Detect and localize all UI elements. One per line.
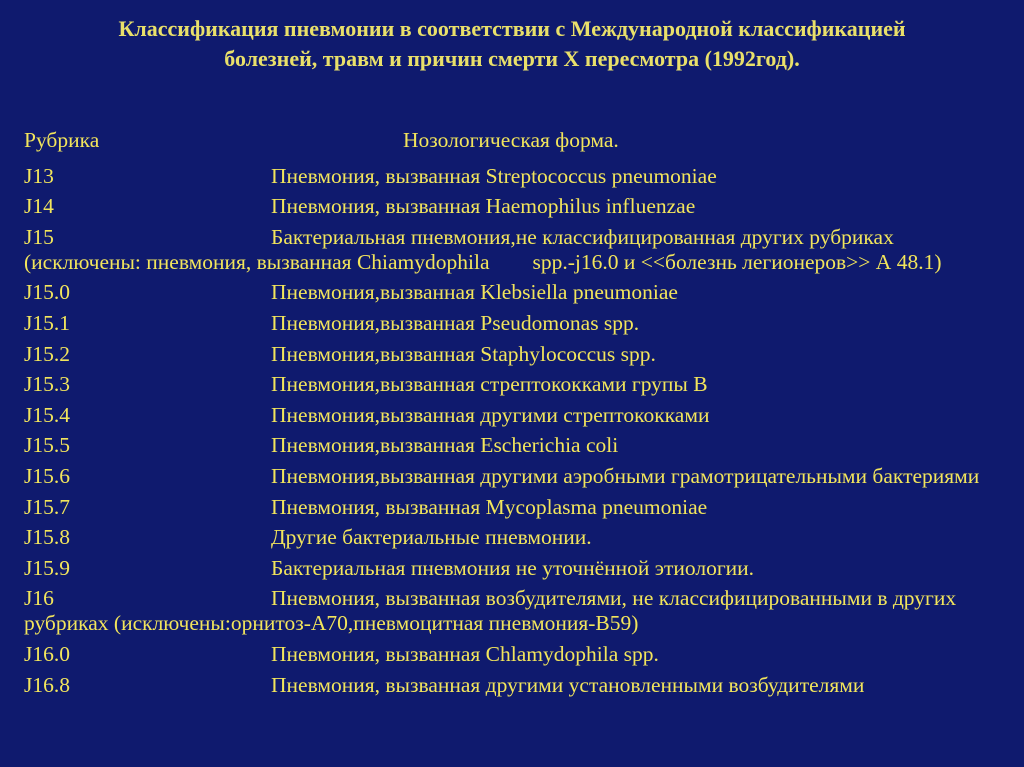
row-code: J13	[24, 163, 54, 188]
row-code: J16.8	[24, 672, 70, 697]
row-desc: Пневмония,вызванная Escherichia coli	[271, 433, 619, 458]
row-code: J15.3	[24, 372, 70, 397]
row-code: J15.9	[24, 555, 70, 580]
row-desc: Бактериальная пневмония не уточнённой этиологии.	[271, 555, 755, 580]
row-code: J14	[24, 194, 54, 219]
row-desc: Пневмония, вызванная Haemophilus influenzae	[271, 194, 696, 219]
table-row	[24, 673, 1004, 698]
row-desc: Пневмония,вызванная Pseudomonas spp.	[271, 310, 640, 335]
row-desc: Пневмония, вызванная Mycoplasma pneumoniae	[271, 494, 708, 519]
table-row	[24, 433, 1004, 458]
title-line-1: Классификация пневмонии в соответствии с Международной классификацией	[118, 16, 906, 41]
row-desc: Пневмония,вызванная другими стрептококками	[271, 402, 710, 427]
table-row	[24, 525, 1004, 550]
table-row	[24, 311, 1004, 336]
header-code: Рубрика	[24, 128, 100, 152]
row-desc: Пневмония,вызванная Staphylococcus spp.	[271, 341, 656, 366]
table-row	[24, 403, 1004, 428]
row-code: J15.4	[24, 402, 70, 427]
table-row	[24, 556, 1004, 581]
table-row	[24, 164, 1004, 189]
table-row	[24, 464, 1004, 489]
row-desc: Пневмония,вызванная Klebsiella pneumoniae	[271, 280, 678, 305]
table-row	[24, 280, 1004, 305]
table-row	[24, 495, 1004, 520]
table-row	[24, 642, 1004, 667]
row-desc: Пневмония, вызванная Chlamydophila spp.	[271, 641, 659, 666]
row-code: J15.5	[24, 433, 70, 458]
row-desc: Другие бактериальные пневмонии.	[271, 525, 592, 550]
table-row	[24, 342, 1004, 367]
row-code: J16.0	[24, 641, 70, 666]
row-desc: Пневмония,вызванная стрептококками групы В	[271, 372, 708, 397]
table-header	[24, 128, 1004, 158]
row-code: J15	[24, 224, 54, 249]
row-code: J15.7	[24, 494, 70, 519]
row-desc: Пневмония, вызванная возбудителями, не классифицированными в других рубриках (исключены:орнитоз-А70,пневмоцитная пневмония-В59)	[24, 586, 962, 636]
row-code: J15.0	[24, 280, 70, 305]
table-row	[24, 586, 1004, 636]
header-form: Нозологическая форма.	[403, 128, 619, 152]
table-row	[24, 194, 1004, 219]
row-desc: Пневмония, вызванная Streptococcus pneumoniae	[271, 163, 717, 188]
row-code: J15.6	[24, 463, 70, 488]
row-desc: Бактериальная пневмония,не классифицированная других рубриках (исключены: пневмония, вызванная Chiamydophila spp.-j16.0 и <<болезнь легионеров>> А 48.1)	[24, 224, 942, 274]
row-code: J15.1	[24, 310, 70, 335]
table-row	[24, 225, 1004, 275]
row-desc: Пневмония,вызванная другими аэробными грамотрицательными бактериями	[271, 463, 980, 488]
table-row	[24, 372, 1004, 397]
row-code: J15.8	[24, 525, 70, 550]
slide-title	[40, 14, 984, 74]
title-line-2: болезней, травм и причин смерти X пересмотра (1992год).	[224, 46, 800, 71]
classification-table	[24, 128, 1004, 698]
row-desc: Пневмония, вызванная другими установленными возбудителями	[271, 672, 865, 697]
row-code: J16	[24, 586, 54, 611]
row-code: J15.2	[24, 341, 70, 366]
